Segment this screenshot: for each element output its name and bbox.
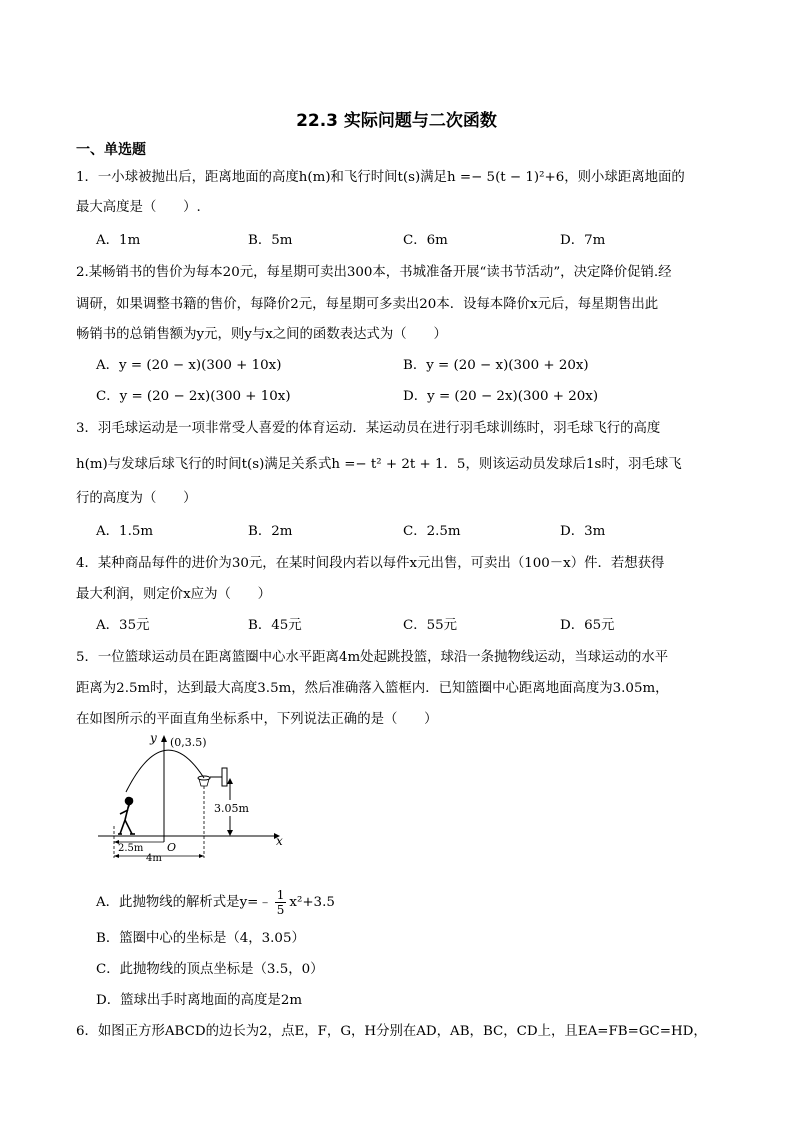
q4-line2: 最大利润，则定价x应为（ ） <box>76 587 272 602</box>
vertex-label: (0,3.5) <box>170 736 207 749</box>
q4-option-c: C．55元 <box>403 618 458 633</box>
dist-2-5m-label: 2.5m <box>118 843 144 854</box>
q3-option-a: A．1.5m <box>96 524 154 539</box>
q2-option-b: B．y = (20 − x)(300 + 20x) <box>403 358 589 373</box>
q5-option-a-suffix: x²+3.5 <box>289 895 335 910</box>
dim-arrow-right-icon <box>199 854 204 858</box>
q1-option-a: A．1m <box>96 233 141 248</box>
q2-line1: 2.某畅销书的售价为每本20元，每星期可卖出300本，书城准备开展“读书节活动”，决定降价促销.经 <box>76 265 672 280</box>
q3-option-d: D．3m <box>560 524 606 539</box>
q2-line2: 调研，如果调整书籍的售价，每降价2元，每星期可多卖出20本．设每本降价x元后，每星期售出此 <box>76 297 659 312</box>
q1-line2: 最大高度是（ ）. <box>76 200 201 215</box>
q2-option-d: D．y = (20 − 2x)(300 + 20x) <box>403 389 599 404</box>
q3-line1: 3．羽毛球运动是一项非常受人喜爱的体育运动．某运动员在进行羽毛球训练时，羽毛球飞行的高度 <box>76 421 661 436</box>
q4-option-a: A．35元 <box>96 618 150 633</box>
q1-option-c: C．6m <box>403 233 448 248</box>
y-axis-label: y <box>150 731 157 745</box>
q4-option-d: D．65元 <box>560 618 615 633</box>
section-heading: 一、单选题 <box>76 142 146 158</box>
q2-option-a: A．y = (20 − x)(300 + 10x) <box>96 358 282 373</box>
parabola-curve <box>126 750 204 792</box>
fraction-numerator: 1 <box>276 888 285 902</box>
q5-option-c: C．此抛物线的顶点坐标是（3.5，0） <box>96 962 324 977</box>
q5-line1: 5．一位篮球运动员在距离篮圈中心水平距离4m处起跳投篮，球沿一条抛物线运动，当球运动的水平 <box>76 650 669 665</box>
q5-option-a <box>96 888 335 917</box>
x-axis-label: x <box>276 834 283 848</box>
fraction-denominator: 5 <box>276 903 285 917</box>
q1-option-b: B．5m <box>248 233 293 248</box>
q5-option-d: D．篮球出手时离地面的高度是2m <box>96 993 303 1008</box>
q4-option-b: B．45元 <box>248 618 302 633</box>
q5-option-b: B．篮圈中心的坐标是（4，3.05） <box>96 931 305 946</box>
q5-line3: 在如图所示的平面直角坐标系中，下列说法正确的是（ ） <box>76 712 438 727</box>
y-axis-arrow-icon <box>161 735 167 742</box>
q5-option-a-prefix: A．此抛物线的解析式是y=﹣ <box>96 895 272 910</box>
height-arrow-down-icon <box>227 830 233 836</box>
q3-option-c: C．2.5m <box>403 524 461 539</box>
q3-line2: h(m)与发球后球飞行的时间t(s)满足关系式h =− t² + 2t + 1．5，则该运动员发球后1s时，羽毛球飞 <box>76 457 682 472</box>
height-label: 3.05m <box>214 802 249 815</box>
q1-line1: 1．一小球被抛出后，距离地面的高度h(m)和飞行时间t(s)满足h =− 5(t − 1)²+6，则小球距离地面的 <box>76 170 685 185</box>
dim-arrow-left2-icon <box>114 854 119 858</box>
height-arrow-up-icon <box>227 778 233 784</box>
q6-line1: 6．如图正方形ABCD的边长为2，点E，F，G，H分别在AD，AB，BC，CD上，且EA=FB=GC=HD， <box>76 1024 707 1039</box>
q4-line1: 4．某种商品每件的进价为30元，在某时间段内若以每件x元出售，可卖出（100－x）件．若想获得 <box>76 556 665 571</box>
q2-option-c: C．y = (20 − 2x)(300 + 10x) <box>96 389 291 404</box>
origin-label: O <box>167 841 177 854</box>
q3-line3: 行的高度为（ ） <box>76 491 197 506</box>
q5-line2: 距离为2.5m时，达到最大高度3.5m，然后准确落入篮框内．已知篮圈中心距离地面高度为3.05m， <box>76 681 669 696</box>
fraction <box>275 888 287 917</box>
page-title: 22.3 实际问题与二次函数 <box>296 111 497 131</box>
player-icon <box>118 798 135 835</box>
dist-4m-label: 4m <box>146 853 162 864</box>
basketball-trajectory-figure <box>92 730 283 864</box>
q2-line3: 畅销书的总销售额为y元，则y与x之间的函数表达式为（ ） <box>76 327 447 342</box>
q1-option-d: D．7m <box>560 233 606 248</box>
q3-option-b: B．2m <box>248 524 293 539</box>
backboard-icon <box>222 768 227 786</box>
